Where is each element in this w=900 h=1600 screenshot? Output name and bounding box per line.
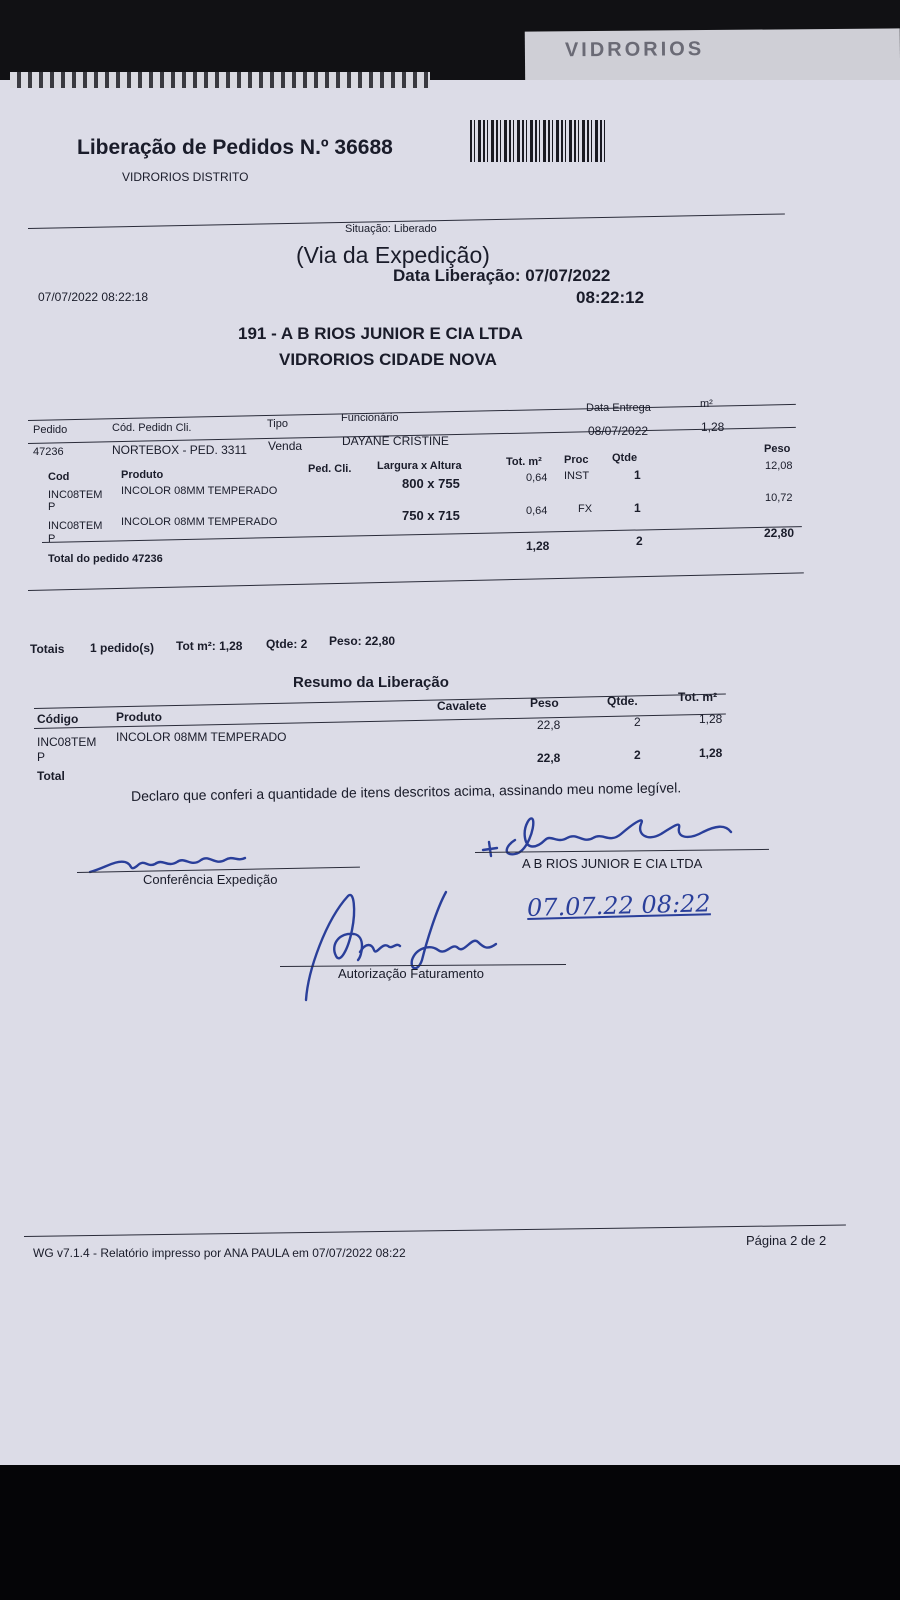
document-page (0, 80, 900, 1470)
empresa-label: A B RIOS JUNIOR E CIA LTDA (522, 856, 703, 871)
col-cod: Cod (48, 471, 70, 483)
col-tot-m2: Tot. m² (506, 456, 542, 468)
resumo-total-qtde: 2 (634, 748, 641, 762)
item-proc: FX (578, 503, 593, 515)
item-qtde: 1 (634, 501, 641, 515)
company-name: VIDRORIOS DISTRITO (122, 170, 249, 184)
dark-background-bottom (0, 1465, 900, 1600)
item-peso: 10,72 (765, 492, 793, 504)
resumo-total-peso: 22,8 (537, 751, 561, 765)
item-dimensions: 800 x 755 (402, 476, 460, 491)
handwritten-date: 07.07.22 08:22 (526, 889, 711, 922)
totals-peso: Peso: 22,80 (329, 634, 396, 648)
resumo-codigo: INC08TEM (37, 735, 97, 749)
col-pedido: Pedido (33, 424, 68, 436)
item-proc: INST (564, 470, 590, 482)
totals-m2: Tot m²: 1,28 (176, 639, 243, 653)
col-qtde: Qtde (612, 452, 638, 464)
item-produto: INCOLOR 08MM TEMPERADO (121, 516, 278, 528)
order-pedido: 47236 (33, 446, 64, 458)
col-produto: Produto (121, 469, 164, 481)
footer-page-number: Página 2 de 2 (746, 1233, 827, 1248)
item-cod: INC08TEM (48, 520, 103, 532)
col-m2: m² (700, 398, 713, 410)
col-peso: Peso (764, 443, 791, 455)
perforated-edge (10, 72, 430, 88)
order-tipo: Venda (268, 439, 303, 453)
resumo-col-codigo: Código (37, 712, 79, 726)
resumo-col-produto: Produto (116, 710, 162, 724)
col-funcionario: Funcionário (341, 412, 399, 424)
release-date: Data Liberação: 07/07/2022 (393, 266, 611, 285)
resumo-produto: INCOLOR 08MM TEMPERADO (116, 730, 287, 744)
resumo-peso: 22,8 (537, 718, 561, 732)
order-total-peso: 22,80 (764, 526, 795, 540)
col-data-entrega: Data Entrega (586, 402, 651, 414)
item-qtde: 1 (634, 468, 641, 482)
resumo-total-tot-m2: 1,28 (699, 746, 723, 760)
resumo-total-label: Total (37, 769, 65, 783)
page-title: Liberação de Pedidos N.º 36688 (77, 136, 393, 159)
item-tot-m2: 0,64 (526, 472, 548, 484)
totals-pedidos: 1 pedido(s) (90, 641, 155, 655)
order-data-entrega: 08/07/2022 (588, 424, 649, 438)
col-ped-cli: Ped. Cli. (308, 463, 352, 475)
col-cod-pedido-cli: Cód. Pedidn Cli. (112, 422, 192, 434)
order-funcionario: DAYANE CRISTINE (342, 434, 449, 448)
item-tot-m2: 0,64 (526, 505, 548, 517)
background-sheet-text: VIDRORIOS (564, 38, 705, 62)
status-text: Situação: Liberado (345, 223, 437, 235)
conferencia-label: Conferência Expedição (143, 872, 278, 887)
totals-label: Totais (30, 642, 65, 656)
footer-printed-by: WG v7.1.4 - Relatório impresso por ANA PAULA em 07/07/2022 08:22 (33, 1246, 406, 1260)
item-peso: 12,08 (765, 460, 793, 472)
order-total-qtde: 2 (636, 534, 643, 548)
col-largura-altura: Largura x Altura (377, 460, 462, 472)
signature-autorizacao (296, 880, 516, 1010)
declaration-text: Declaro que conferi a quantidade de itens descritos acima, assinando meu nome legível. (130, 779, 682, 804)
customer-store: VIDRORIOS CIDADE NOVA (279, 350, 497, 369)
item-cod-suffix: P (48, 501, 56, 513)
via-label: (Via da Expedição) (296, 242, 490, 268)
item-produto: INCOLOR 08MM TEMPERADO (121, 485, 278, 497)
order-total-label: Total do pedido 47236 (48, 553, 163, 565)
item-cod: INC08TEM (48, 489, 103, 501)
resumo-col-tot-m2: Tot. m² (678, 690, 718, 704)
autorizacao-label: Autorização Faturamento (338, 966, 484, 981)
item-dimensions: 750 x 715 (402, 508, 460, 523)
customer-name: 191 - A B RIOS JUNIOR E CIA LTDA (238, 324, 523, 343)
resumo-title: Resumo da Liberação (293, 674, 449, 691)
order-cod-pedido-cli: NORTEBOX - PED. 3311 (112, 443, 247, 457)
order-total-m2: 1,28 (526, 539, 550, 553)
resumo-tot-m2: 1,28 (699, 712, 723, 726)
totals-qtde: Qtde: 2 (266, 637, 308, 651)
resumo-codigo-suffix: P (37, 750, 46, 764)
item-cod-suffix: P (48, 533, 56, 545)
resumo-col-peso: Peso (530, 696, 559, 710)
printed-timestamp: 07/07/2022 08:22:18 (38, 290, 149, 304)
resumo-col-qtde: Qtde. (607, 694, 638, 708)
resumo-col-cavalete: Cavalete (437, 699, 487, 713)
barcode (470, 120, 605, 162)
resumo-qtde: 2 (634, 715, 641, 729)
order-m2: 1,28 (701, 420, 725, 434)
release-time: 08:22:12 (576, 288, 645, 307)
col-tipo: Tipo (267, 418, 288, 430)
col-proc: Proc (564, 454, 589, 466)
